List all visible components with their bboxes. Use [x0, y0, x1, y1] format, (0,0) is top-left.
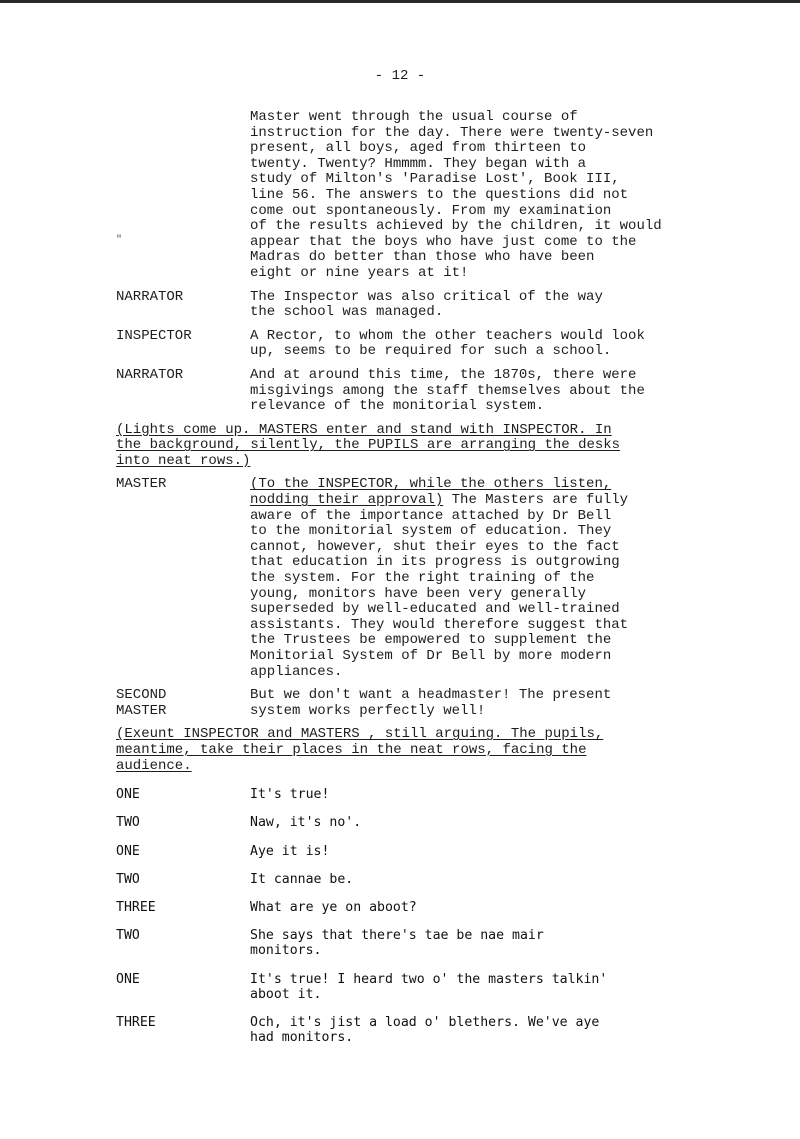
speaker-name: SECOND MASTER [116, 687, 167, 719]
speech-text: A Rector, to whom the other teachers would look up, seems to be required for such a school. [250, 327, 645, 360]
script-entry [116, 368, 756, 415]
speech-text: And at around this time, the 1870s, there were misgivings among the staff themselves about the relevance of the monitorial system. [250, 366, 645, 415]
speaker-name: ONE [116, 787, 140, 803]
speech-text: It's true! [250, 787, 330, 803]
speaker-name: THREE [116, 899, 156, 915]
speech-text: Och, it's jist a load o' blethers. We've aye had monitors. [250, 1014, 600, 1046]
speaker-name: TWO [116, 815, 140, 831]
dialogue-line [116, 972, 756, 1002]
dialogue-line [116, 815, 756, 830]
margin-mark: " [116, 235, 123, 246]
stage-direction: (Lights come up. MASTERS enter and stand with INSPECTOR. In the background, silently, the PUPILS are arranging the desks into neat rows.) [116, 421, 621, 469]
speaker-name: MASTER [116, 476, 167, 493]
speaker-name: TWO [116, 928, 140, 944]
page-number: - 12 - [374, 68, 426, 84]
dialogue-line [116, 928, 756, 958]
speaker-name: NARRATOR [116, 288, 184, 305]
speaker-name: TWO [116, 871, 140, 887]
script-entry [116, 290, 756, 321]
stage-direction: (Exeunt INSPECTOR and MASTERS , still arguing. The pupils, meantime, take their places in the neat rows, facing the audience. [116, 726, 604, 774]
speaker-name: INSPECTOR [116, 327, 192, 344]
script-entry [116, 477, 756, 680]
dialogue-line [116, 787, 756, 802]
speech-text: Naw, it's no'. [250, 815, 362, 831]
page-top-edge [0, 0, 800, 3]
pupil-dialogue [116, 787, 756, 1045]
speech-text [250, 477, 756, 680]
speech-text: Aye it is! [250, 843, 330, 859]
script-body [116, 110, 756, 1045]
speech-text: It's true! I heard two o' the masters talkin' aboot it. [250, 971, 608, 1002]
speech-text: The Inspector was also critical of the way the school was managed. [250, 288, 603, 321]
speaker-name: NARRATOR [116, 366, 184, 383]
continued-speech: Master went through the usual course of instruction for the day. There were twenty-seven present, all boys, aged from thirteen to twenty. Twenty? Hmmmm. They began with a study of Milton's 'Paradise Lost', Book III, line 56. The answers to the questions did not come out spontaneously. From my examination of the results achieved by the children, it would appear that the boys who have just come to the Madras do better than those who have been eight or nine years at it! [250, 109, 662, 281]
script-entry [116, 329, 756, 360]
speech-text: It cannae be. [250, 871, 354, 887]
speaker-name: ONE [116, 843, 140, 859]
speech-text: She says that there's tae be nae mair monitors. [250, 928, 544, 959]
dialogue-line [116, 900, 756, 915]
script-entry [116, 688, 756, 719]
speech-text: What are ye on aboot? [250, 899, 417, 915]
dialogue-line [116, 844, 756, 859]
speech-text: But we don't want a headmaster! The present system works perfectly well! [250, 687, 612, 719]
dialogue-line [116, 1015, 756, 1045]
speaker-name: THREE [116, 1014, 156, 1030]
inline-stage-direction: (To the INSPECTOR, while the others listen, nodding their approval) [250, 476, 612, 509]
master-speech: The Masters are fully aware of the importance attached by Dr Bell to the monitorial system of education. They cannot, however, shut their eyes to the fact that education in its progress is outgrowing the system. For the right training of the young, monitors have been very generally superseded by well-educated and well-trained assistants. They would therefore suggest that the Trustees be empowered to supplement the Monitorial System of Dr Bell by more modern appliances. [250, 492, 629, 680]
dialogue-line [116, 872, 756, 887]
speaker-name: ONE [116, 971, 140, 987]
